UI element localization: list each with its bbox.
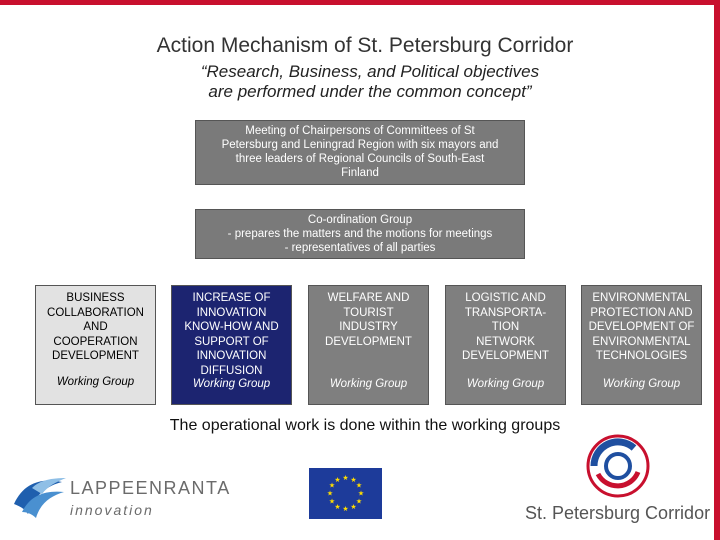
- wg-line: DEVELOPMENT OF: [588, 321, 695, 333]
- svg-text:★: ★: [350, 503, 357, 511]
- working-group-environment: [581, 285, 702, 405]
- svg-text:★: ★: [334, 476, 341, 484]
- wg-line: DIFFUSION: [200, 364, 263, 377]
- wg-line: ENVIRONMENTAL: [592, 335, 691, 348]
- working-group-innovation: [171, 285, 292, 405]
- coordination-box: [195, 209, 525, 259]
- svg-text:★: ★: [328, 481, 336, 490]
- working-group-title: [309, 286, 428, 349]
- working-group-label: Working Group: [602, 378, 681, 390]
- svg-text:★: ★: [350, 476, 357, 484]
- subtitle-line: are performed under the common concept”: [208, 82, 532, 101]
- wg-line: KNOW-HOW AND: [184, 321, 279, 333]
- meeting-line: Petersburg and Leningrad Region with six mayors and: [221, 139, 499, 151]
- wg-line: NETWORK: [476, 335, 535, 348]
- corridor-name: St. Petersburg Corridor: [525, 503, 711, 523]
- svg-text:★: ★: [357, 489, 365, 498]
- operational-note: The operational work is done within the working groups: [169, 417, 561, 434]
- wg-line: LOGISTIC AND: [465, 292, 546, 304]
- wg-line: INDUSTRY: [339, 321, 398, 333]
- wg-line: TOURIST: [343, 306, 394, 319]
- working-group-title: [446, 286, 565, 364]
- working-group-label: Working Group: [466, 378, 545, 390]
- wg-line: BUSINESS: [66, 292, 125, 304]
- svg-text:★: ★: [355, 481, 363, 490]
- svg-text:★: ★: [342, 505, 349, 513]
- working-group-business: [35, 285, 156, 405]
- working-group-label: Working Group: [192, 378, 271, 390]
- top-accent-bar: [0, 0, 720, 5]
- wg-line: INNOVATION: [196, 306, 267, 319]
- coordination-line: - prepares the matters and the motions for meetings: [227, 228, 493, 240]
- working-group-title: [582, 286, 701, 364]
- working-group-logistics: [445, 285, 566, 405]
- lappeenranta-name: LAPPEENRANTA: [70, 478, 231, 498]
- wg-line: COLLABORATION: [47, 306, 144, 319]
- lappeenranta-subtitle: innovation: [70, 502, 154, 518]
- meeting-line: Finland: [341, 167, 379, 179]
- meeting-line: Meeting of Chairpersons of Committees of St: [245, 125, 475, 137]
- svg-text:★: ★: [342, 474, 349, 482]
- svg-text:★: ★: [328, 497, 336, 506]
- working-group-welfare: [308, 285, 429, 405]
- slide-subtitle: [0, 62, 720, 102]
- eu-flag: [309, 468, 382, 519]
- wg-line: DEVELOPMENT: [52, 350, 139, 362]
- wg-line: DEVELOPMENT: [325, 335, 412, 348]
- wg-line: TION: [491, 321, 520, 333]
- svg-text:★: ★: [334, 503, 341, 511]
- coordination-line: - representatives of all parties: [284, 242, 436, 254]
- wg-line: TECHNOLOGIES: [595, 350, 688, 362]
- meeting-line: three leaders of Regional Councils of South-East: [235, 153, 485, 165]
- working-group-label: Working Group: [56, 376, 135, 388]
- working-group-label: Working Group: [329, 378, 408, 390]
- lappeenranta-swoosh-icon: [12, 474, 68, 520]
- svg-text:★: ★: [355, 497, 363, 506]
- wg-line: INCREASE OF: [192, 292, 271, 304]
- wg-line: WELFARE AND: [327, 292, 410, 304]
- st-petersburg-corridor-logo: [520, 432, 710, 532]
- wg-line: TRANSPORTA-: [464, 306, 547, 319]
- wg-line: DEVELOPMENT: [462, 350, 549, 362]
- working-group-title: [172, 286, 291, 378]
- wg-line: AND: [83, 321, 108, 333]
- eu-stars-icon: [309, 468, 382, 519]
- coordination-line: Co-ordination Group: [307, 214, 413, 226]
- lappeenranta-logo: [12, 472, 231, 532]
- wg-line: COOPERATION: [53, 335, 138, 348]
- wg-line: SUPPORT OF: [194, 335, 269, 348]
- wg-line: PROTECTION AND: [590, 306, 693, 319]
- wg-line: ENVIRONMENTAL: [592, 292, 691, 304]
- meeting-box: [195, 120, 525, 185]
- working-group-title: [36, 286, 155, 364]
- subtitle-line: “Research, Business, and Political objectives: [200, 62, 540, 81]
- corridor-rings-icon: [578, 432, 658, 502]
- slide-title: Action Mechanism of St. Petersburg Corridor: [156, 34, 574, 57]
- svg-text:★: ★: [326, 489, 334, 498]
- wg-line: INNOVATION: [196, 350, 267, 362]
